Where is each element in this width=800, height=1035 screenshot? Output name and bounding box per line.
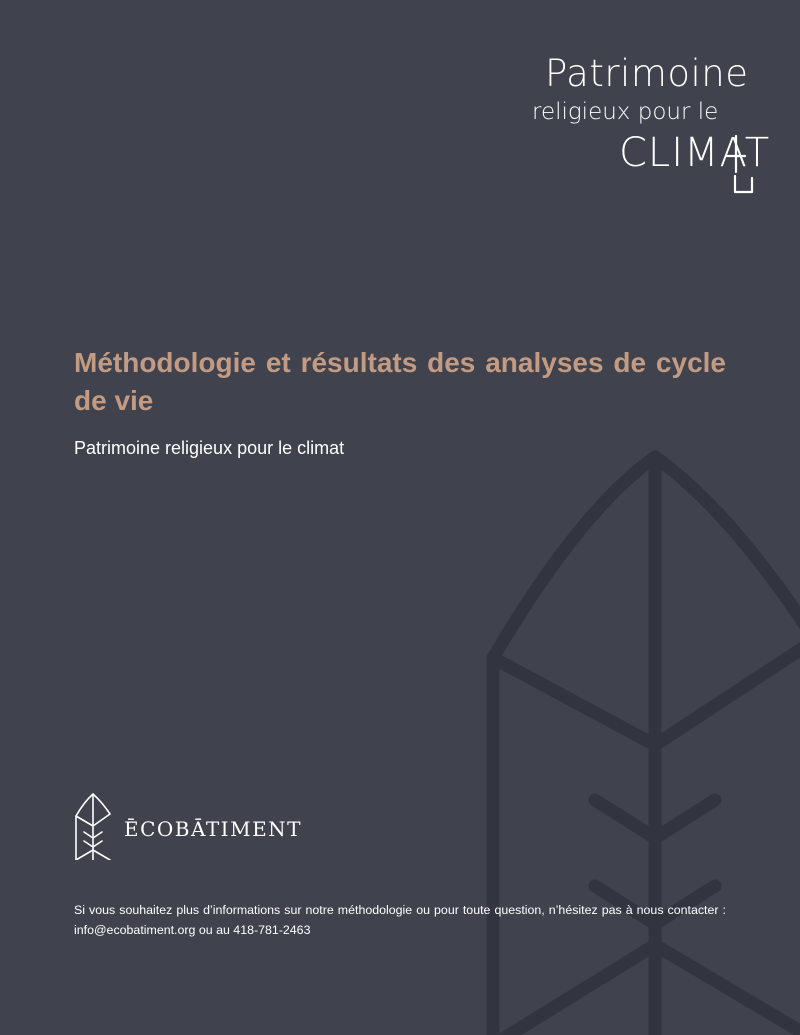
document-title: Méthodologie et résultats des analyses de cycle de vie — [74, 347, 726, 416]
leaf-watermark-icon — [470, 440, 800, 1035]
patrimoine-climat-logo — [530, 52, 770, 202]
logo-line-climat: CLIMAT — [619, 130, 771, 176]
ecobatiment-wordmark: ĒCOBĀTIMENT — [124, 817, 303, 841]
leaf-logo-icon — [74, 790, 112, 860]
logo-line-patrimoine: Patrimoine — [545, 52, 749, 95]
logo-line-religieux: religieux pour le — [532, 99, 719, 125]
ecobatiment-logo — [74, 790, 304, 862]
church-outline-icon — [726, 132, 758, 196]
contact-paragraph: Si vous souhaitez plus d’informations sur notre méthodologie ou pour toute question, n’hésitez pas à nous contacter : info@ecobatiment.org ou au 418-781-2463 — [74, 903, 726, 937]
document-subtitle: Patrimoine religieux pour le climat — [74, 438, 345, 458]
